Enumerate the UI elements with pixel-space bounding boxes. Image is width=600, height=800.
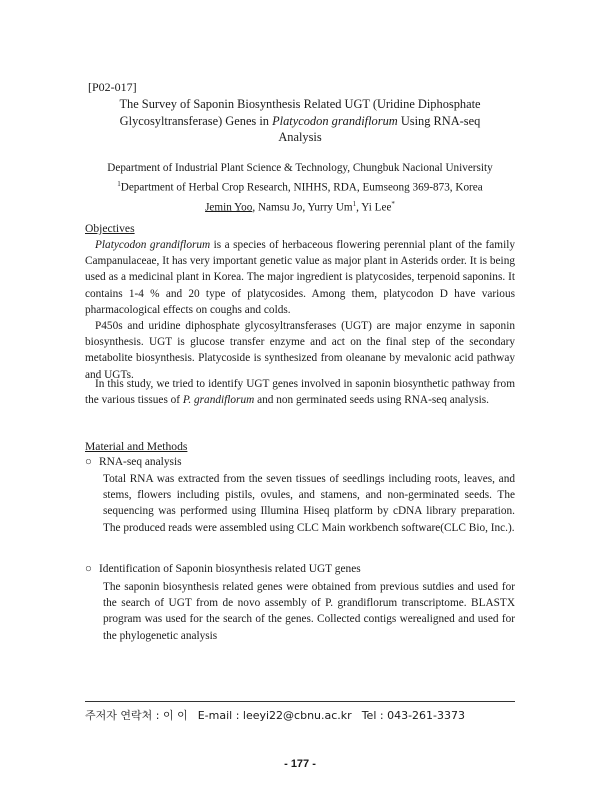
author-list bbox=[60, 196, 540, 216]
bullet-circle-icon: ○ bbox=[85, 563, 92, 575]
poster-code: [P02-017] bbox=[88, 80, 137, 94]
title-species: Platycodon grandiflorum bbox=[272, 113, 398, 128]
bullet-identification bbox=[85, 563, 361, 575]
corresponding-mark: * bbox=[391, 199, 395, 208]
methods-heading: Material and Methods bbox=[85, 440, 188, 453]
bullet-identification-title: Identification of Saponin biosynthesis related UGT genes bbox=[99, 563, 361, 575]
title-line-2-post: Using RNA-seq bbox=[397, 113, 481, 128]
objectives-paragraph-3 bbox=[85, 376, 515, 408]
contact-tel: Tel : 043-261-3373 bbox=[361, 709, 465, 722]
objectives-p3-post: and non germinated seeds using RNA-seq analysis. bbox=[254, 394, 489, 407]
objectives-paragraph-2 bbox=[85, 318, 515, 383]
title-line-2 bbox=[88, 113, 512, 130]
presenting-author: Jemin Yoo bbox=[205, 201, 253, 214]
affiliation-1: Department of Industrial Plant Science & Technology, Chungbuk Nacional University bbox=[107, 162, 493, 174]
objectives-p2-text: P450s and uridine diphosphate glycosyltransferases (UGT) are major enzyme in saponin biosynthesis. UGT is glucose transfer enzyme and act on the final step of the secondary metabolite biosynthesis. Platycoside is synthesized from oleanane by mevalonic acid pathway and UGTs. bbox=[85, 320, 515, 381]
affiliation-2-sup: 1 bbox=[117, 180, 121, 188]
paper-title bbox=[88, 96, 512, 146]
footer-contact bbox=[85, 707, 475, 723]
authors-end: , Yi Lee bbox=[356, 201, 392, 214]
rna-seq-body: Total RNA was extracted from the seven tissues of seedlings including roots, leaves, and stems, flowers including pistils, ovules, and stamens, and non-germinated seeds. The sequencing was performed using Illumina Hiseq platform by cDNA library preparation. The produced reads were assembled using CLC Main workbench software(CLC Bio, Inc.). bbox=[103, 473, 515, 534]
objectives-paragraph-1 bbox=[85, 237, 515, 318]
species-name: Platycodon grandiflorum bbox=[95, 239, 211, 251]
contact-email: E-mail : leeyi22@cbnu.ac.kr bbox=[197, 709, 352, 722]
page-number: - 177 - bbox=[284, 758, 316, 770]
species-abbrev: P. grandiflorum bbox=[182, 394, 255, 407]
contact-name: 주저자 연락처 : 이 이 bbox=[85, 709, 188, 722]
affiliation-2 bbox=[60, 176, 540, 196]
objectives-p3-pre: In this study, we tried to identify UGT genes involved in saponin biosynthetic pathway from the various tissues of bbox=[85, 378, 515, 407]
bullet-rna-seq-title: RNA-seq analysis bbox=[99, 456, 182, 468]
bullet-circle-icon: ○ bbox=[85, 456, 92, 468]
objectives-p1-text: is a species of herbaceous flowering perennial plant of the family Campanulaceae, It has very important genetic value as major plant in Asterids order. It is being used as a medicinal plant in Korea. The major ingredient is platycosides, terpenoid saponins. It contains 1-4 % and 20 type of platycosides. Among them, platycodon D have various pharmacological effects on coughs and colds. bbox=[85, 239, 515, 316]
authors-rest: , Namsu Jo, Yurry Um bbox=[252, 201, 353, 214]
identification-body: The saponin biosynthesis related genes were obtained from previous sutdies and used for the search of UGT from de novo assembly of P. grandiflorum transcriptome. BLASTX program was used for the search of the genes. Collected contigs werealigned and used for the phylogenetic analysis bbox=[103, 581, 515, 642]
title-line-3: Analysis bbox=[278, 130, 322, 144]
title-line-2-pre: Glycosyltransferase) Genes in bbox=[119, 113, 273, 128]
bullet-rna-seq bbox=[85, 456, 182, 468]
author-um-sup: 1 bbox=[352, 199, 357, 208]
footer-divider bbox=[85, 701, 515, 702]
title-line-1: The Survey of Saponin Biosynthesis Related UGT (Uridine Diphosphate bbox=[119, 97, 481, 111]
affiliation-2-text: Department of Herbal Crop Research, NIHHS, RDA, Eumseong 369-873, Korea bbox=[120, 181, 483, 194]
affiliations bbox=[60, 160, 540, 215]
objectives-heading: Objectives bbox=[85, 222, 135, 235]
